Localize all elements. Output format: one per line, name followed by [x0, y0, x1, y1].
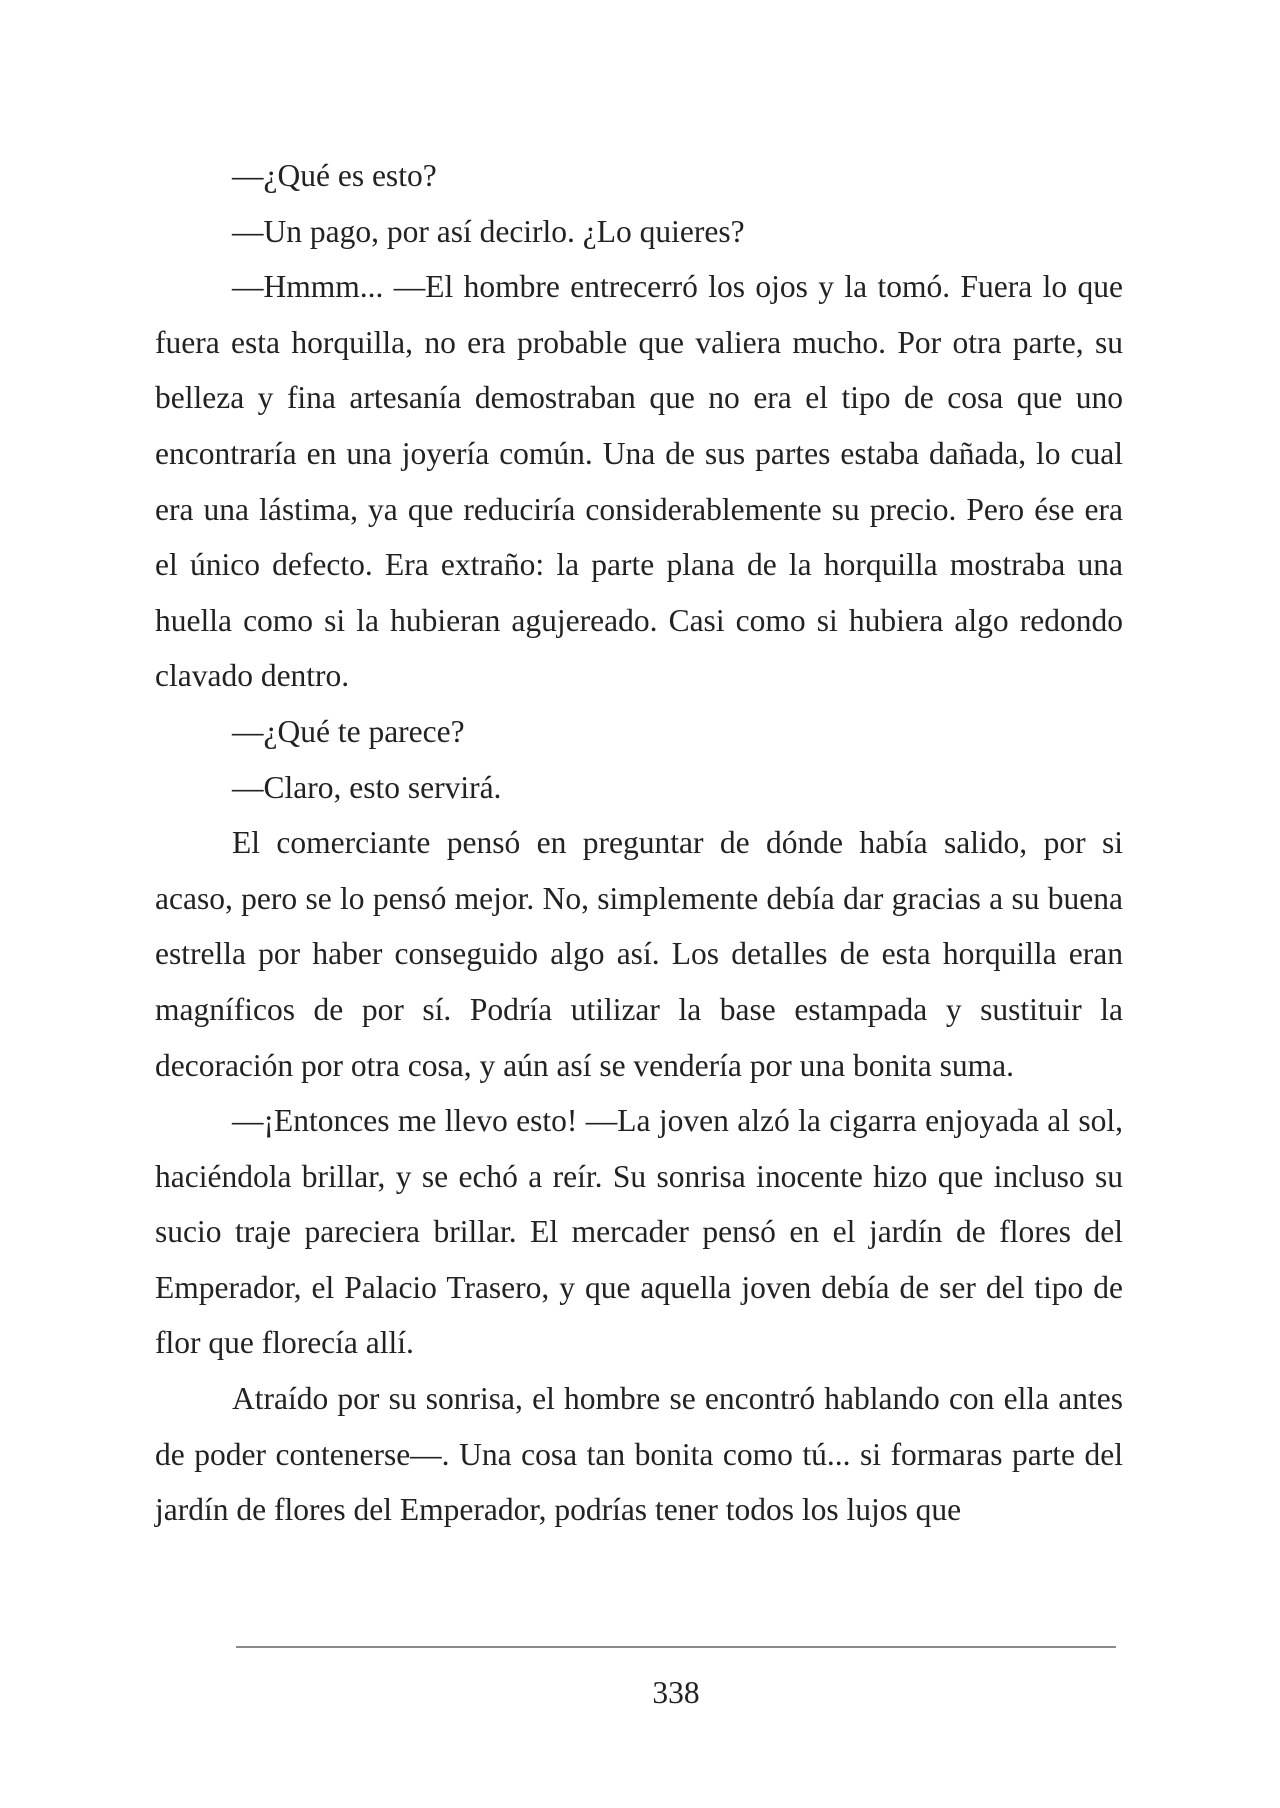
paragraph-6: El comerciante pensó en preguntar de dónde había salido, por si acaso, pero se lo pensó mejor. No, simplemente debía dar gracias a su buena estrella por haber conseguido algo así. Los detalles de esta horquilla eran magníficos de por sí. Podría utilizar la base estampada y sustituir la decoración por otra cosa, y aún así se vendería por una bonita suma.: [155, 825, 1123, 1083]
footer-divider: [236, 1646, 1116, 1648]
paragraph-3: —Hmmm... —El hombre entrecerró los ojos y la tomó. Fuera lo que fuera esta horquilla, no era probable que valiera mucho. Por otra parte, su belleza y fina artesanía demostraban que no era el tipo de cosa que uno encontraría en una joyería común. Una de sus partes estaba dañada, lo cual era una lástima, ya que reduciría considerablemente su precio. Pero ése era el único defecto. Era extraño: la parte plana de la horquilla mostraba una huella como si la hubieran agujereado. Casi como si hubiera algo redondo clavado dentro.: [155, 269, 1123, 694]
page-number: 338: [652, 1675, 700, 1710]
paragraph-2: —Un pago, por así decirlo. ¿Lo quieres?: [232, 213, 745, 249]
paragraph-5: —Claro, esto servirá.: [232, 769, 502, 805]
body-text: [155, 148, 1123, 1538]
paragraph-7: —¡Entonces me llevo esto! —La joven alzó la cigarra enjoyada al sol, haciéndola brillar, y se echó a reír. Su sonrisa inocente hizo que incluso su sucio traje pareciera brillar. El mercader pensó en el jardín de flores del Emperador, el Palacio Trasero, y que aquella joven debía de ser del tipo de flor que florecía allí.: [155, 1103, 1123, 1361]
paragraph-8: Atraído por su sonrisa, el hombre se encontró hablando con ella antes de poder contenerse—. Una cosa tan bonita como tú... si formaras parte del jardín de flores del Emperador, podrías tener todos los lujos que: [155, 1381, 1123, 1528]
paragraph-4: —¿Qué te parece?: [232, 713, 465, 749]
paragraph-1: —¿Qué es esto?: [232, 158, 437, 193]
